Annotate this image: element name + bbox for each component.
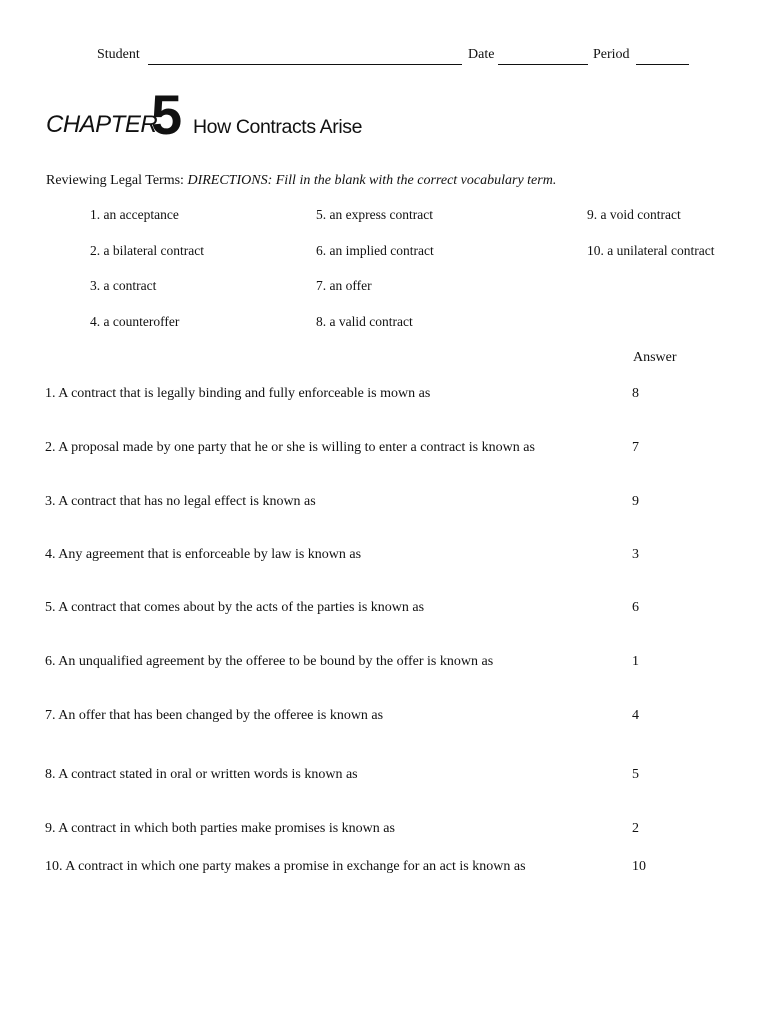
term-item: 2. a bilateral contract (90, 243, 204, 258)
chapter-word: CHAPTER (46, 111, 158, 138)
date-label: Date (468, 47, 495, 62)
answer-value[interactable]: 3 (632, 547, 639, 562)
student-name-blank[interactable] (148, 64, 462, 65)
chapter-number: 5 (151, 83, 182, 146)
question-text: 10. A contract in which one party makes a promise in exchange for an act is known as (45, 859, 526, 874)
answer-value[interactable]: 6 (632, 600, 639, 615)
question-text: 1. A contract that is legally binding and fully enforceable is mown as (45, 386, 431, 401)
answer-column-header: Answer (633, 350, 677, 365)
term-item: 1. an acceptance (90, 207, 179, 222)
date-blank[interactable] (498, 64, 588, 65)
directions-instruction: DIRECTIONS: Fill in the blank with the correct vocabulary term. (187, 173, 557, 188)
question-text: 9. A contract in which both parties make promises is known as (45, 821, 395, 836)
question-text: 7. An offer that has been changed by the offeree is known as (45, 708, 384, 723)
directions (46, 173, 556, 189)
question-text: 2. A proposal made by one party that he or she is willing to enter a contract is known as (45, 440, 535, 455)
answer-value[interactable]: 2 (632, 821, 639, 836)
directions-lead: Reviewing Legal Terms: (46, 173, 188, 188)
answer-value[interactable]: 9 (632, 494, 639, 509)
term-item: 7. an offer (316, 278, 372, 293)
question-text: 5. A contract that comes about by the acts of the parties is known as (45, 600, 425, 615)
term-item: 10. a unilateral contract (587, 243, 715, 258)
answer-value[interactable]: 7 (632, 440, 639, 455)
chapter-title: How Contracts Arise (193, 116, 363, 138)
answer-value[interactable]: 4 (632, 708, 639, 723)
answer-value[interactable]: 5 (632, 767, 639, 782)
question-text: 3. A contract that has no legal effect is known as (45, 494, 316, 509)
question-text: 4. Any agreement that is enforceable by law is known as (45, 547, 362, 562)
student-label: Student (97, 47, 140, 62)
term-item: 4. a counteroffer (90, 314, 180, 329)
term-item: 5. an express contract (316, 207, 433, 222)
period-blank[interactable] (636, 64, 689, 65)
question-text: 8. A contract stated in oral or written words is known as (45, 767, 358, 782)
answer-value[interactable]: 10 (632, 859, 646, 874)
answer-value[interactable]: 8 (632, 386, 639, 401)
term-item: 9. a void contract (587, 207, 681, 222)
answer-value[interactable]: 1 (632, 654, 639, 669)
term-item: 6. an implied contract (316, 243, 434, 258)
term-item: 8. a valid contract (316, 314, 413, 329)
period-label: Period (593, 47, 630, 62)
term-item: 3. a contract (90, 278, 157, 293)
question-text: 6. An unqualified agreement by the offeree to be bound by the offer is known as (45, 654, 494, 669)
